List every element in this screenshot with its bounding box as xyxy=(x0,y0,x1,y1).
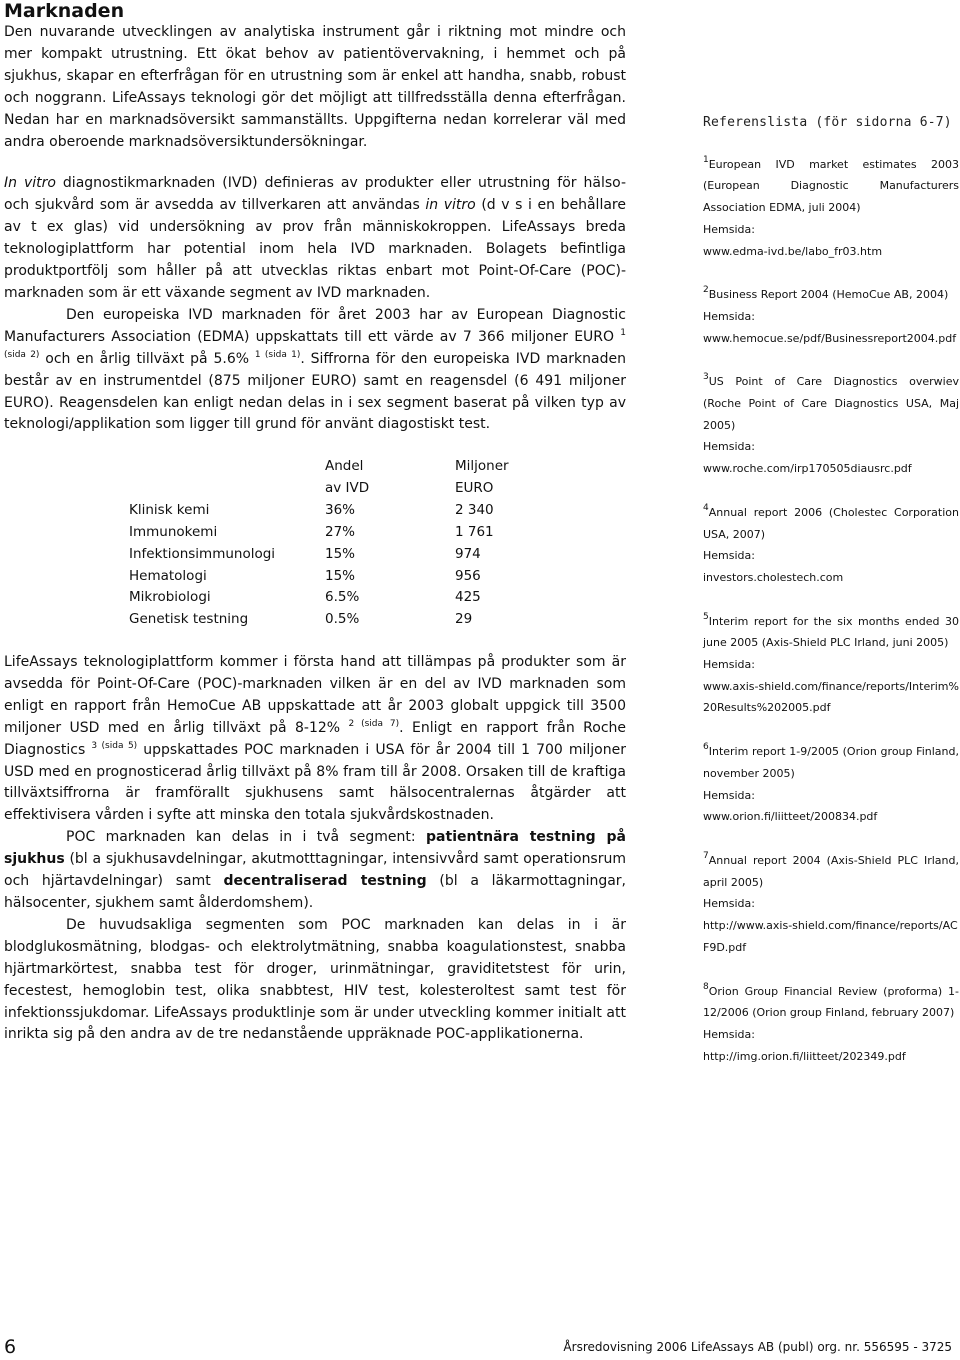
reference-superscript: 2 (sida 7) xyxy=(348,718,400,729)
reference-text: Business Report 2004 (HemoCue AB, 2004) xyxy=(708,288,949,302)
table-cell: Infektionsimmunologi xyxy=(129,545,276,562)
table-cell: 425 xyxy=(455,589,481,606)
reference-label: Hemsida: xyxy=(703,549,755,563)
market-segment-table xyxy=(129,456,575,631)
table-cell: Mikrobiologi xyxy=(129,589,211,606)
bold-term: patientnära testning på sjukhus xyxy=(4,829,626,868)
reference-number: 4 xyxy=(703,502,709,513)
table-cell: 6.5% xyxy=(325,589,360,606)
reference-item xyxy=(703,502,959,589)
table-cell: 974 xyxy=(455,545,481,562)
reference-number: 7 xyxy=(703,850,709,861)
page-number: 6 xyxy=(4,1336,17,1358)
table-row xyxy=(129,500,575,522)
table-row xyxy=(129,522,575,544)
table-header-cell: Andel xyxy=(325,458,364,474)
table-header-cell: EURO xyxy=(455,479,494,496)
reference-superscript: 3 (sida 5) xyxy=(91,740,138,751)
reference-label: Hemsida: xyxy=(703,897,755,911)
table-header-row xyxy=(129,478,575,500)
section-heading: Marknaden xyxy=(4,0,125,22)
paragraph-main-segments: De huvudsakliga segmenten som POC marknaden kan delas in i är blodglukosmätning, blodgas- och elektrolytmätning, snabba koagulationstest, snabba hjärtmarkörtest, snabba test för droger, urinmätningar, graviditetstest för urin, fecestest, hemoglobin test, olika snabbtest, HIV test, kolesteroltest samt test för infektionssjukdomar. LifeAssays produktlinje som är under utveckling kommer initialt att inrikta sig på den andra av de tre nedanstående uppräknade POC-applikationerna. xyxy=(4,916,626,1043)
text-span: uppskattades POC marknaden i USA för år 2004 till 1 700 miljoner USD med en prognosticerad årlig tillväxt på 8% fram till år 2008. Orsaken till de kraftiga tillväxtsiffrorna är framförallt sjukhusens samt hälsocentralernas åtgärder att effektivisera vården i syfte att minska den totala sjukvårdskostnaden. xyxy=(4,741,626,824)
table-cell: Genetisk testning xyxy=(129,611,249,628)
reference-number: 5 xyxy=(703,611,709,622)
text-span: . Enligt en rapport från Roche Diagnostics xyxy=(4,719,626,758)
reference-item xyxy=(703,371,959,480)
reference-item xyxy=(703,981,959,1068)
reference-text: Annual report 2006 (Cholestec Corporation USA, 2007) xyxy=(703,505,959,541)
reference-url[interactable]: investors.cholestech.com xyxy=(703,570,844,584)
bold-term: decentraliserad testning xyxy=(223,873,427,890)
text-span: (bl a läkarmottagningar, hälsocenter, sjukhem samt ålderdomshem). xyxy=(4,873,626,911)
reference-superscript: 1 (sida 2) xyxy=(4,327,626,360)
table-cell: Klinisk kemi xyxy=(129,501,210,518)
text-span: och en årlig tillväxt på 5.6% xyxy=(39,350,255,367)
reference-label: Hemsida: xyxy=(703,658,755,672)
reference-url[interactable]: www.axis-shield.com/finance/reports/Interim%20Results%202005.pdf xyxy=(703,679,959,715)
reference-list-title: Referenslista (för sidorna 6-7) xyxy=(703,115,952,130)
table-row xyxy=(129,609,575,631)
reference-url[interactable]: www.hemocue.se/pdf/Businessreport2004.pdf xyxy=(703,331,957,345)
table-row xyxy=(129,544,575,566)
reference-label: Hemsida: xyxy=(703,309,755,323)
reference-text: Annual report 2004 (Axis-Shield PLC Irland, april 2005) xyxy=(703,853,959,889)
reference-number: 8 xyxy=(703,981,709,992)
text-span: LifeAssays teknologiplattform kommer i första hand att tillämpas på produkter som är avsedda för Point-Of-Care (POC)-marknaden vilken är en del av IVD marknaden som enligt en rapport från HemoCue AB uppskattade att år 2003 globalt uppgick till 3500 miljoner USD med en årlig tillväxt på 8-12% xyxy=(4,654,626,736)
paragraph-poc-segments xyxy=(4,827,626,915)
table-header-cell xyxy=(129,456,325,478)
main-column-lower xyxy=(4,652,626,1046)
reference-text: Orion Group Financial Review (proforma) 1-12/2006 (Orion group Finland, february 2007) xyxy=(703,984,959,1020)
reference-url[interactable]: www.edma-ivd.be/labo_fr03.htm xyxy=(703,244,883,258)
paragraph-intro: Den nuvarande utvecklingen av analytiska instrument går i riktning mot mindre och mer kompakt utrustning. Ett ökat behov av patientövervakning, i hemmet och på sjukhus, skapar en efterfrågan för en utrustning som är enkel att handha, snabb, robust och noggrann. LifeAssays teknologi gör det möjligt att tillfredsställa denna efterfrågan. Nedan har en marknadsöversikt sammanställts. Uppgifterna nedan korrelerar väl med andra oberoende marknadsöversiktundersökningar. xyxy=(4,24,626,150)
italic-in-vitro-2: in vitro xyxy=(425,197,476,214)
reference-label: Hemsida: xyxy=(703,222,755,236)
table-header-row xyxy=(129,456,575,478)
reference-number: 2 xyxy=(703,285,709,296)
footer-text: Årsredovisning 2006 LifeAssays AB (publ) org. nr. 556595 - 3725 xyxy=(563,1340,952,1354)
text-span: (bl a sjukhusavdelningar, akutmotttagningar, intensivvård samt operationsrum och hjärtavdelningar) samt xyxy=(4,851,626,890)
text-span: diagnostikmarknaden (IVD) definieras av produkter eller utrustning för hälso- och sjukvård som är avsedda av tillverkaren att användas xyxy=(4,175,627,214)
reference-item xyxy=(703,611,959,720)
reference-superscript: 1 (sida 1) xyxy=(254,349,301,360)
paragraph-poc-market xyxy=(4,652,626,827)
reference-item xyxy=(703,850,959,959)
reference-list xyxy=(703,112,959,1089)
table-cell: Immunokemi xyxy=(129,523,218,540)
reference-url[interactable]: www.orion.fi/liitteet/200834.pdf xyxy=(703,810,878,824)
table-cell: 27% xyxy=(325,523,356,540)
table-header-cell xyxy=(129,478,325,500)
table-row xyxy=(129,587,575,609)
table-cell: 0.5% xyxy=(325,611,360,628)
reference-text: European IVD market estimates 2003 (European Diagnostic Manufacturers Association EDMA, juli 2004) xyxy=(703,157,959,215)
text-span: POC marknaden kan delas in i två segment: xyxy=(66,829,427,846)
reference-text: US Point of Care Diagnostics overwiev (Roche Point of Care Diagnostics USA, Maj 2005) xyxy=(703,375,959,432)
table-cell: 29 xyxy=(455,611,473,628)
paragraph-ivd-definition xyxy=(4,173,626,304)
reference-url[interactable]: www.roche.com/irp170505diausrc.pdf xyxy=(703,462,912,476)
italic-in-vitro: In vitro xyxy=(4,175,56,192)
reference-number: 6 xyxy=(703,742,709,753)
reference-number: 1 xyxy=(703,154,709,165)
table-cell: 1 761 xyxy=(455,523,494,540)
reference-url[interactable]: http://www.axis-shield.com/finance/reports/ACF9D.pdf xyxy=(703,919,958,954)
text-span: (d v s i en behållare av t ex glas) vid undersökning av prov från människokroppen. LifeAssays breda teknologiplattform har potential inom hela IVD marknaden. Bolagets befintliga produktportfölj som håller på att utvecklas riktas enbart mot Point-Of-Care (POC)-marknaden som är ett växande segment av IVD marknaden. xyxy=(4,197,626,301)
reference-label: Hemsida: xyxy=(703,788,755,802)
table-header-cell: av IVD xyxy=(325,479,370,496)
reference-text: Interim report for the six months ended 30 june 2005 (Axis-Shield PLC Irland, juni 2005) xyxy=(703,614,959,650)
table-cell: 956 xyxy=(455,567,481,584)
table-row xyxy=(129,566,575,588)
reference-item xyxy=(703,741,959,828)
table-cell: 15% xyxy=(325,567,356,584)
table-cell: 36% xyxy=(325,501,356,518)
reference-text: Interim report 1-9/2005 (Orion group Finland, november 2005) xyxy=(703,745,959,780)
table-header-cell: Miljoner xyxy=(455,458,509,474)
reference-item xyxy=(703,154,959,263)
main-column xyxy=(4,0,626,436)
reference-item xyxy=(703,284,959,349)
reference-label: Hemsida: xyxy=(703,440,755,454)
reference-url[interactable]: http://img.orion.fi/liitteet/202349.pdf xyxy=(703,1049,906,1063)
text-span: . Siffrorna för den europeiska IVD marknaden består av en instrumentdel (875 miljoner EURO) samt en reagensdel (6 491 miljoner EURO). Reagensdelen kan enligt nedan delas in i sex segment baserat på vilken typ av teknologi/applikation som ligger till grund för använt diagostiskt test. xyxy=(4,350,626,433)
table-cell: 15% xyxy=(325,545,356,562)
text-span: Den europeiska IVD marknaden för året 2003 har av European Diagnostic Manufacturers Association (EDMA) uppskattats till ett värde av 7 366 miljoner EURO xyxy=(4,306,626,345)
reference-label: Hemsida: xyxy=(703,1027,755,1041)
table-cell: 2 340 xyxy=(455,501,494,518)
reference-number: 3 xyxy=(703,372,709,383)
table-cell: Hematologi xyxy=(129,567,207,584)
paragraph-european-market xyxy=(4,305,626,436)
